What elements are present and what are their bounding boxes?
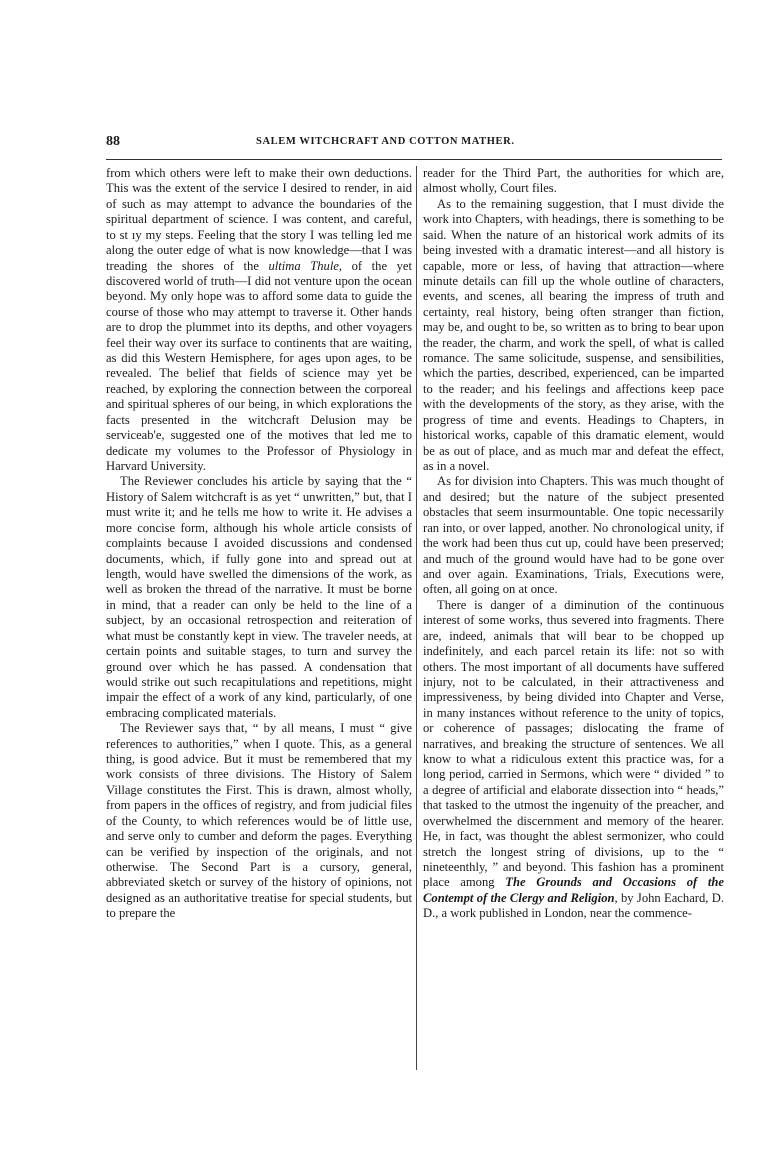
paragraph-text: , of the yet discovered world of truth—I did not venture upon the ocean beyond. My only hope was to afford some data to guide the course of those who may attempt to traverse it. Other hands are to drop the plummet into its depths, and other voyagers feel their way over its surface to continents that are waiting, as did this Western Hemisphere, for ages upon ages, to be revealed. The belief that fields of science may yet be reached, by exploring the connection between the corporeal and spiritual spheres of our being, in which explorations the facts presented in the witchcraft Delusion may be serviceab'e, suggested one of the motives that led me to dedicate my volumes to the Professor of Physiology in Harvard University. xyxy=(106,258,412,474)
italic-phrase: ultima Thule xyxy=(268,258,339,273)
book-title: The Grounds and Occasions of the Contempt of the Clergy and Religion xyxy=(423,875,724,905)
paragraph: As to the remaining suggestion, that I must divide the work into Chapters, with headings, there is something to be said. When the nature of an historical work admits of its being invested with a dramatic interest—and all history is capable, more or less, of having that attraction—where minute details can fill up the whole outline of characters, events, and scenes, all bearing the impress of truth and certainty, real history, being often stranger than fiction, may be, and ought to be, so written as to bring to bear upon the reader, the charm, and work the spell, of what is called romance. The same solicitude, suspense, and sensibilities, which the parties, described, experienced, can be imparted to the reader; and his feelings and affections keep pace with the developments of the story, as they arise, with the progress of time and events. Headings to Chapters, in historical works, capable of this dramatic element, would be as out of place, and as much mar and defeat the effect, as in a novel. xyxy=(423,196,724,474)
left-column xyxy=(106,166,412,1078)
page-header xyxy=(106,134,726,154)
right-column xyxy=(423,166,724,1078)
paragraph-text: There is danger of a diminution of the continuous interest of some works, thus severed into fragments. There are, indeed, animals that will bear to be chopped up indefinitely, and each parcel retain its life: not so with others. The most important of all documents have suffered injury, not to be calculated, in their attractiveness and impressiveness, by being divided into Chapter and Verse, in many instances without reference to the unity of topics, or coherence of passages; dislocating the frame of narratives, and breaking the structure of sentences. We all know to what a ridiculous extent this practice was, for a long period, carried in Sermons, which were “ divided ” to a degree of artificial and elaborate dissection into “ heads,” that tasked to the utmost the ingenuity of the preacher, and overwhelmed the discernment and memory of the hearer. He, in fact, was thought the ablest sermonizer, who could stretch the longest string of divisions, up to the “ nineteenthly, ” and beyond. This fashion has a prominent place among xyxy=(423,597,724,890)
paragraph-text: , by John Eachard, D. D., a work published in London, near the commence- xyxy=(423,890,724,921)
running-head: SALEM WITCHCRAFT AND COTTON MATHER. xyxy=(256,136,515,147)
paragraph-text: from which others were left to make their own deductions. This was the extent of the service I desired to render, in aid of such as may attempt to advance the boundaries of the spiritual department of science. I was content, and careful, to st ıy my steps. Feeling that the story I was telling led me along the outer edge of what is now knowledge—that I was treading the shores of the xyxy=(106,166,412,273)
page-number: 88 xyxy=(106,134,120,149)
paragraph: The Reviewer says that, “ by all means, I must “ give references to authorities,” when I quote. This, as a general thing, is good advice. But it must be remembered that my work consists of three divisions. The History of Salem Village constitutes the First. This is drawn, almost wholly, from papers in the offices of registry, and from judicial files of the County, to which references would be of little use, and serve only to cumber and deform the pages. Everything can be verified by inspection of the originals, and not otherwise. The Second Part is a cursory, general, abbreviated sketch or survey of the history of opinions, not designed as an authoritative treatise for special students, but to prepare the xyxy=(106,721,412,921)
paragraph xyxy=(106,166,412,474)
paragraph: As for division into Chapters. This was much thought of and desired; but the nature of the subject presented obstacles that seem insurmountable. One topic necessarily ran into, or over lapped, another. No chronological unity, if the work had been thus cut up, could have been preserved; and much of the ground would have had to be gone over and over again. Examinations, Trials, Executions were, often, all going on at once. xyxy=(423,474,724,597)
paragraph: The Reviewer concludes his article by saying that the “ History of Salem witchcraft is as yet “ unwritten,” but, that I must write it; and he tells me how to write it. He advises a more concise form, although his whole article consists of complaints because I avoided discussions and condensed documents, which, if fully gone into and spread out at length, would have swelled the dimensions of the work, as well as broken the thread of the narrative. It must be borne in mind, that a reader can only be held to the line of a subject, by an occasional retrospection and reiteration of what must be constantly kept in view. The traveler needs, at certain points and suitable stages, to turn and survey the ground over which he has passed. A condensation that would strike out such recapitulations and repetitions, might impair the effect of a work of any kind, particularly, of one embracing complicated materials. xyxy=(106,474,412,720)
paragraph: reader for the Third Part, the authorities for which are, almost wholly, Court files. xyxy=(423,166,724,196)
header-rule xyxy=(106,159,722,160)
column-divider xyxy=(416,166,417,1070)
paragraph xyxy=(423,598,724,922)
